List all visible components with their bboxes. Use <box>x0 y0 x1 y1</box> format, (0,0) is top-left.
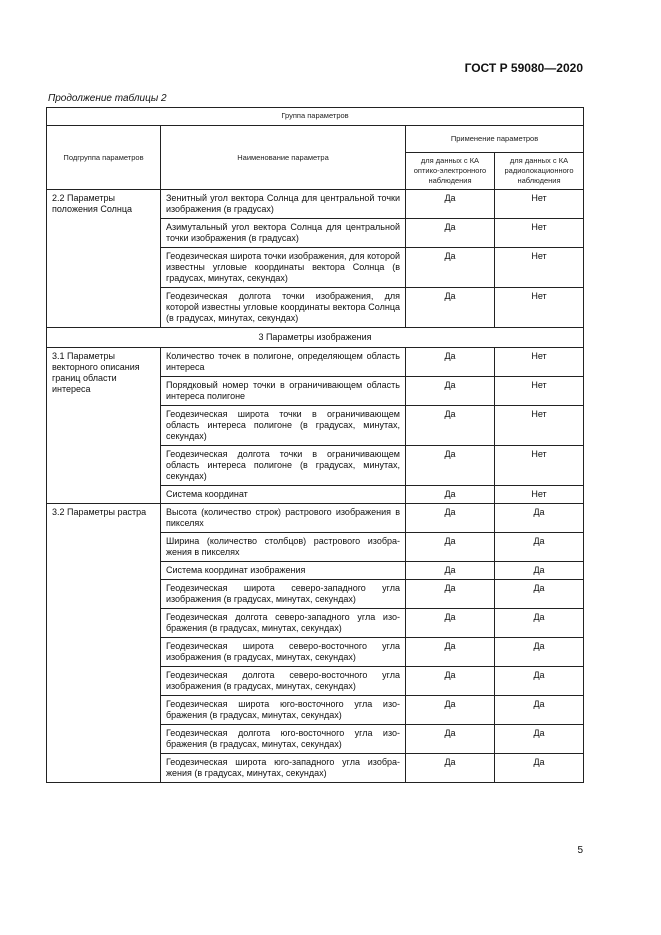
subgroup-header: Подгруппа параметров <box>47 126 161 190</box>
optical-value-cell: Да <box>406 348 495 377</box>
optical-value-cell: Да <box>406 486 495 504</box>
radar-value-cell: Нет <box>495 486 584 504</box>
radar-value-cell: Нет <box>495 219 584 248</box>
parameter-name-cell: Геодезическая широта точки изображения, для которой известны угловые координаты вектора Солнца (в градусах, минутах, секундах) <box>161 248 406 288</box>
parameter-name-cell: Геодезическая долгота северо-западного угла изображения (в градусах, минутах, секундах) <box>161 609 406 638</box>
radar-value-cell: Да <box>495 754 584 783</box>
header-row-application <box>47 126 584 153</box>
parameter-name-cell: Геодезическая широта точки в ограничивающем область интереса полигоне (в градусах, минутах, секундах) <box>161 406 406 446</box>
page-number: 5 <box>577 845 583 856</box>
parameter-name-cell: Порядковый номер точки в ограничивающем область интереса полигоне <box>161 377 406 406</box>
optical-value-cell: Да <box>406 609 495 638</box>
document-code: ГОСТ Р 59080—2020 <box>464 61 583 75</box>
radar-value-cell: Да <box>495 725 584 754</box>
optical-value-cell: Да <box>406 377 495 406</box>
table-row <box>47 348 584 377</box>
parameter-name-cell: Ширина (количество столбцов) растрового изображения в пикселях <box>161 533 406 562</box>
parameter-name-cell: Геодезическая широта северо-восточного угла изображения (в градусах, минутах, секундах) <box>161 638 406 667</box>
radar-value-cell: Да <box>495 667 584 696</box>
parameter-name-cell: Геодезическая широта юго-западного угла изображения (в градусах, минутах, секундах) <box>161 754 406 783</box>
section-row <box>47 328 584 348</box>
radar-value-cell: Да <box>495 638 584 667</box>
parameter-name-cell: Геодезическая долгота точки в ограничивающем область интереса полигоне (в градусах, минутах, секундах) <box>161 446 406 486</box>
table-row <box>47 504 584 533</box>
optical-value-cell: Да <box>406 406 495 446</box>
col-optical-header: для данных с КА оптико-электронного наблюдения <box>406 153 495 190</box>
parameter-name-cell: Высота (количество строк) растрового изображения в пикселях <box>161 504 406 533</box>
parameter-name-cell: Геодезическая долгота юго-восточного угла изображения (в градусах, минутах, секундах) <box>161 725 406 754</box>
subgroup-cell: 3.2 Параметры растра <box>47 504 161 783</box>
parameter-name-cell: Система координат <box>161 486 406 504</box>
parameter-name-cell: Система координат изображения <box>161 562 406 580</box>
optical-value-cell: Да <box>406 696 495 725</box>
radar-value-cell: Нет <box>495 377 584 406</box>
radar-value-cell: Нет <box>495 288 584 328</box>
parameter-name-cell: Геодезическая широта юго-восточного угла изображения (в градусах, минутах, секундах) <box>161 696 406 725</box>
radar-value-cell: Нет <box>495 348 584 377</box>
radar-value-cell: Да <box>495 609 584 638</box>
table-caption: Продолжение таблицы 2 <box>48 93 167 104</box>
optical-value-cell: Да <box>406 754 495 783</box>
optical-value-cell: Да <box>406 504 495 533</box>
table-row <box>47 190 584 219</box>
col-radar-header: для данных с КА радиолокационного наблюдения <box>495 153 584 190</box>
radar-value-cell: Нет <box>495 248 584 288</box>
radar-value-cell: Да <box>495 562 584 580</box>
radar-value-cell: Да <box>495 533 584 562</box>
radar-value-cell: Да <box>495 580 584 609</box>
section-title: 3 Параметры изображения <box>47 328 584 348</box>
radar-value-cell: Нет <box>495 190 584 219</box>
table-body <box>47 108 584 783</box>
parameter-name-cell: Зенитный угол вектора Солнца для центральной точки изображения (в градусах) <box>161 190 406 219</box>
radar-value-cell: Нет <box>495 446 584 486</box>
parameter-name-cell: Геодезическая долгота точки изображения, для которой известны угловые координаты вектора Солнца (в градусах, минутах, секундах) <box>161 288 406 328</box>
optical-value-cell: Да <box>406 219 495 248</box>
radar-value-cell: Да <box>495 504 584 533</box>
optical-value-cell: Да <box>406 190 495 219</box>
header-row-group <box>47 108 584 126</box>
parameter-name-cell: Геодезическая долгота северо-восточного угла изображения (в градусах, минутах, секундах) <box>161 667 406 696</box>
application-header: Применение параметров <box>406 126 584 153</box>
name-header: Наименование параметра <box>161 126 406 190</box>
parameter-name-cell: Азимутальный угол вектора Солнца для центральной точки изображения (в градусах) <box>161 219 406 248</box>
parameter-name-cell: Количество точек в полигоне, определяющем область интереса <box>161 348 406 377</box>
subgroup-cell: 2.2 Параметры положения Солнца <box>47 190 161 328</box>
optical-value-cell: Да <box>406 580 495 609</box>
radar-value-cell: Да <box>495 696 584 725</box>
subgroup-cell: 3.1 Параметры векторного описания границ области интереса <box>47 348 161 504</box>
optical-value-cell: Да <box>406 533 495 562</box>
parameters-table <box>46 107 584 783</box>
optical-value-cell: Да <box>406 248 495 288</box>
group-header: Группа параметров <box>47 108 584 126</box>
parameter-name-cell: Геодезическая широта северо-западного угла изображения (в градусах, минутах, секундах) <box>161 580 406 609</box>
optical-value-cell: Да <box>406 562 495 580</box>
optical-value-cell: Да <box>406 667 495 696</box>
radar-value-cell: Нет <box>495 406 584 446</box>
optical-value-cell: Да <box>406 446 495 486</box>
optical-value-cell: Да <box>406 638 495 667</box>
optical-value-cell: Да <box>406 725 495 754</box>
optical-value-cell: Да <box>406 288 495 328</box>
